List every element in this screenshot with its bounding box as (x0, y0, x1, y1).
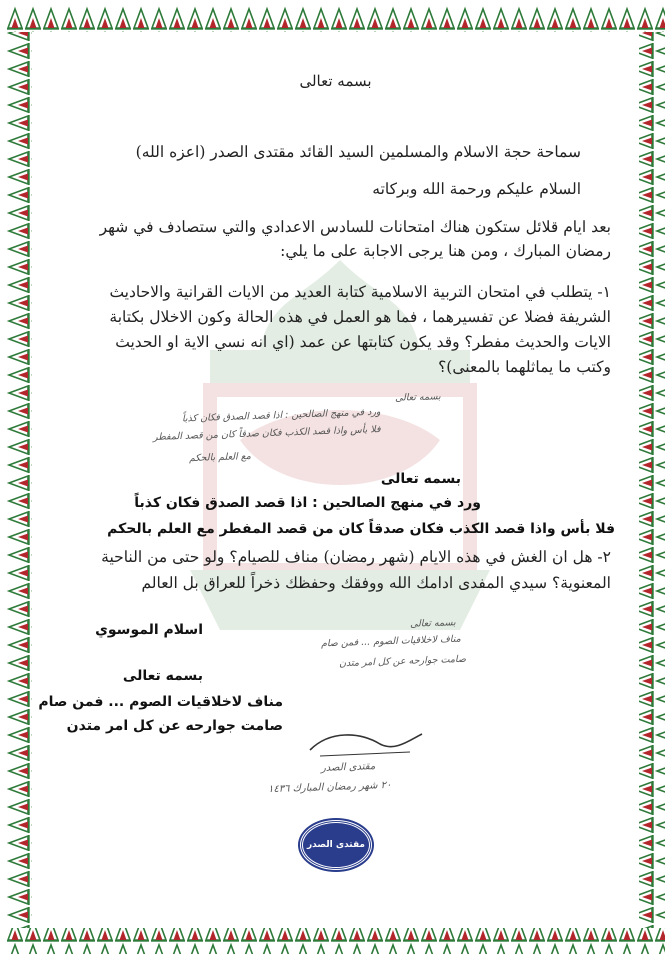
letter-heading: بسمه تعالى (299, 72, 372, 90)
answer2-heading: بسمه تعالى (122, 668, 203, 684)
intro-line-2: رمضان المبارك ، ومن هنا يرجى الاجابة على ما يلي: (280, 242, 611, 260)
question1-line-4: وكتب ما يماثلهما بالمعنى)؟ (438, 358, 611, 376)
answer1-line-1: ورد في منهج الصالحين : اذا قصد الصدق فكان كذباً (134, 495, 481, 511)
sender-name: اسلام الموسوي (95, 622, 203, 638)
handwritten-reply2-line-1: بسمه تعالى (410, 617, 457, 630)
handwritten-reply1-line-2: ورد في منهج الصالحين : اذا قصد الصدق فكان كذباً (182, 406, 382, 425)
handwritten-reply2-line-2: مناف لاخلاقيات الصوم ... فمن صام (321, 633, 462, 650)
addressee-line: سماحة حجة الاسلام والمسلمين السيد القائد مقتدى الصدر (اعزه الله) (135, 143, 581, 161)
intro-line-1: بعد ايام قلائل ستكون هناك امتحانات للسادس الاعدادي والتي ستصادف في شهر (99, 218, 611, 236)
question1-line-3: الايات والحديث مفطر؟ وقد يكون كتابتها عن عمد (اي انه نسي الاية او الحديث (115, 333, 611, 351)
greeting-line: السلام عليكم ورحمة الله وبركاته (372, 180, 581, 198)
signature-scribble (300, 722, 430, 762)
question2-line-2: المعنوية؟ سيدي المفدى ادامك الله ووفقك وحفظك ذخراً للعراق بل العالم (141, 574, 611, 592)
answer1-line-2: فلا بأس واذا قصد الكذب فكان صدقاً كان من قصد المفطر مع العلم بالحكم (107, 521, 615, 537)
question1-line-1: ١- يتطلب في امتحان التربية الاسلامية كتابة العديد من الايات القرانية والاحاديث (109, 283, 611, 301)
official-seal (300, 820, 372, 870)
seal-text: مقتدى الصدر (306, 840, 366, 850)
handwritten-reply1-line-1: بسمه تعالى (395, 391, 442, 404)
handwritten-reply2-line-3: صامت جوارحه عن كل امر متدن (338, 653, 467, 670)
signature-name: مقتدى الصدر (320, 761, 376, 774)
question2-line-1: ٢- هل ان الغش في هذه الايام (شهر رمضان) مناف للصيام؟ ولو حتى من الناحية (101, 548, 611, 566)
question1-line-2: الشريفة فضلا عن تفسيرهما ، فما هو العمل في هذه الحالة وكون الاخلال بكتابة (109, 308, 611, 326)
answer2-line-2: صامت جوارحه عن كل امر متدن (66, 718, 283, 734)
answer2-line-1: مناف لاخلاقيات الصوم ... فمن صام (38, 694, 283, 710)
answer1-heading: بسمه تعالى (380, 471, 461, 487)
handwritten-reply1-line-4: مع العلم بالحكم (188, 450, 252, 465)
watermark-emblem (150, 240, 530, 660)
handwritten-reply1-line-3: فلا بأس واذا قصد الكذب فكان صدقاً كان من قصد المفطر (153, 424, 382, 443)
signature-date: ٢٠ شهر رمضان المبارك ١٤٣٦ (267, 779, 392, 796)
